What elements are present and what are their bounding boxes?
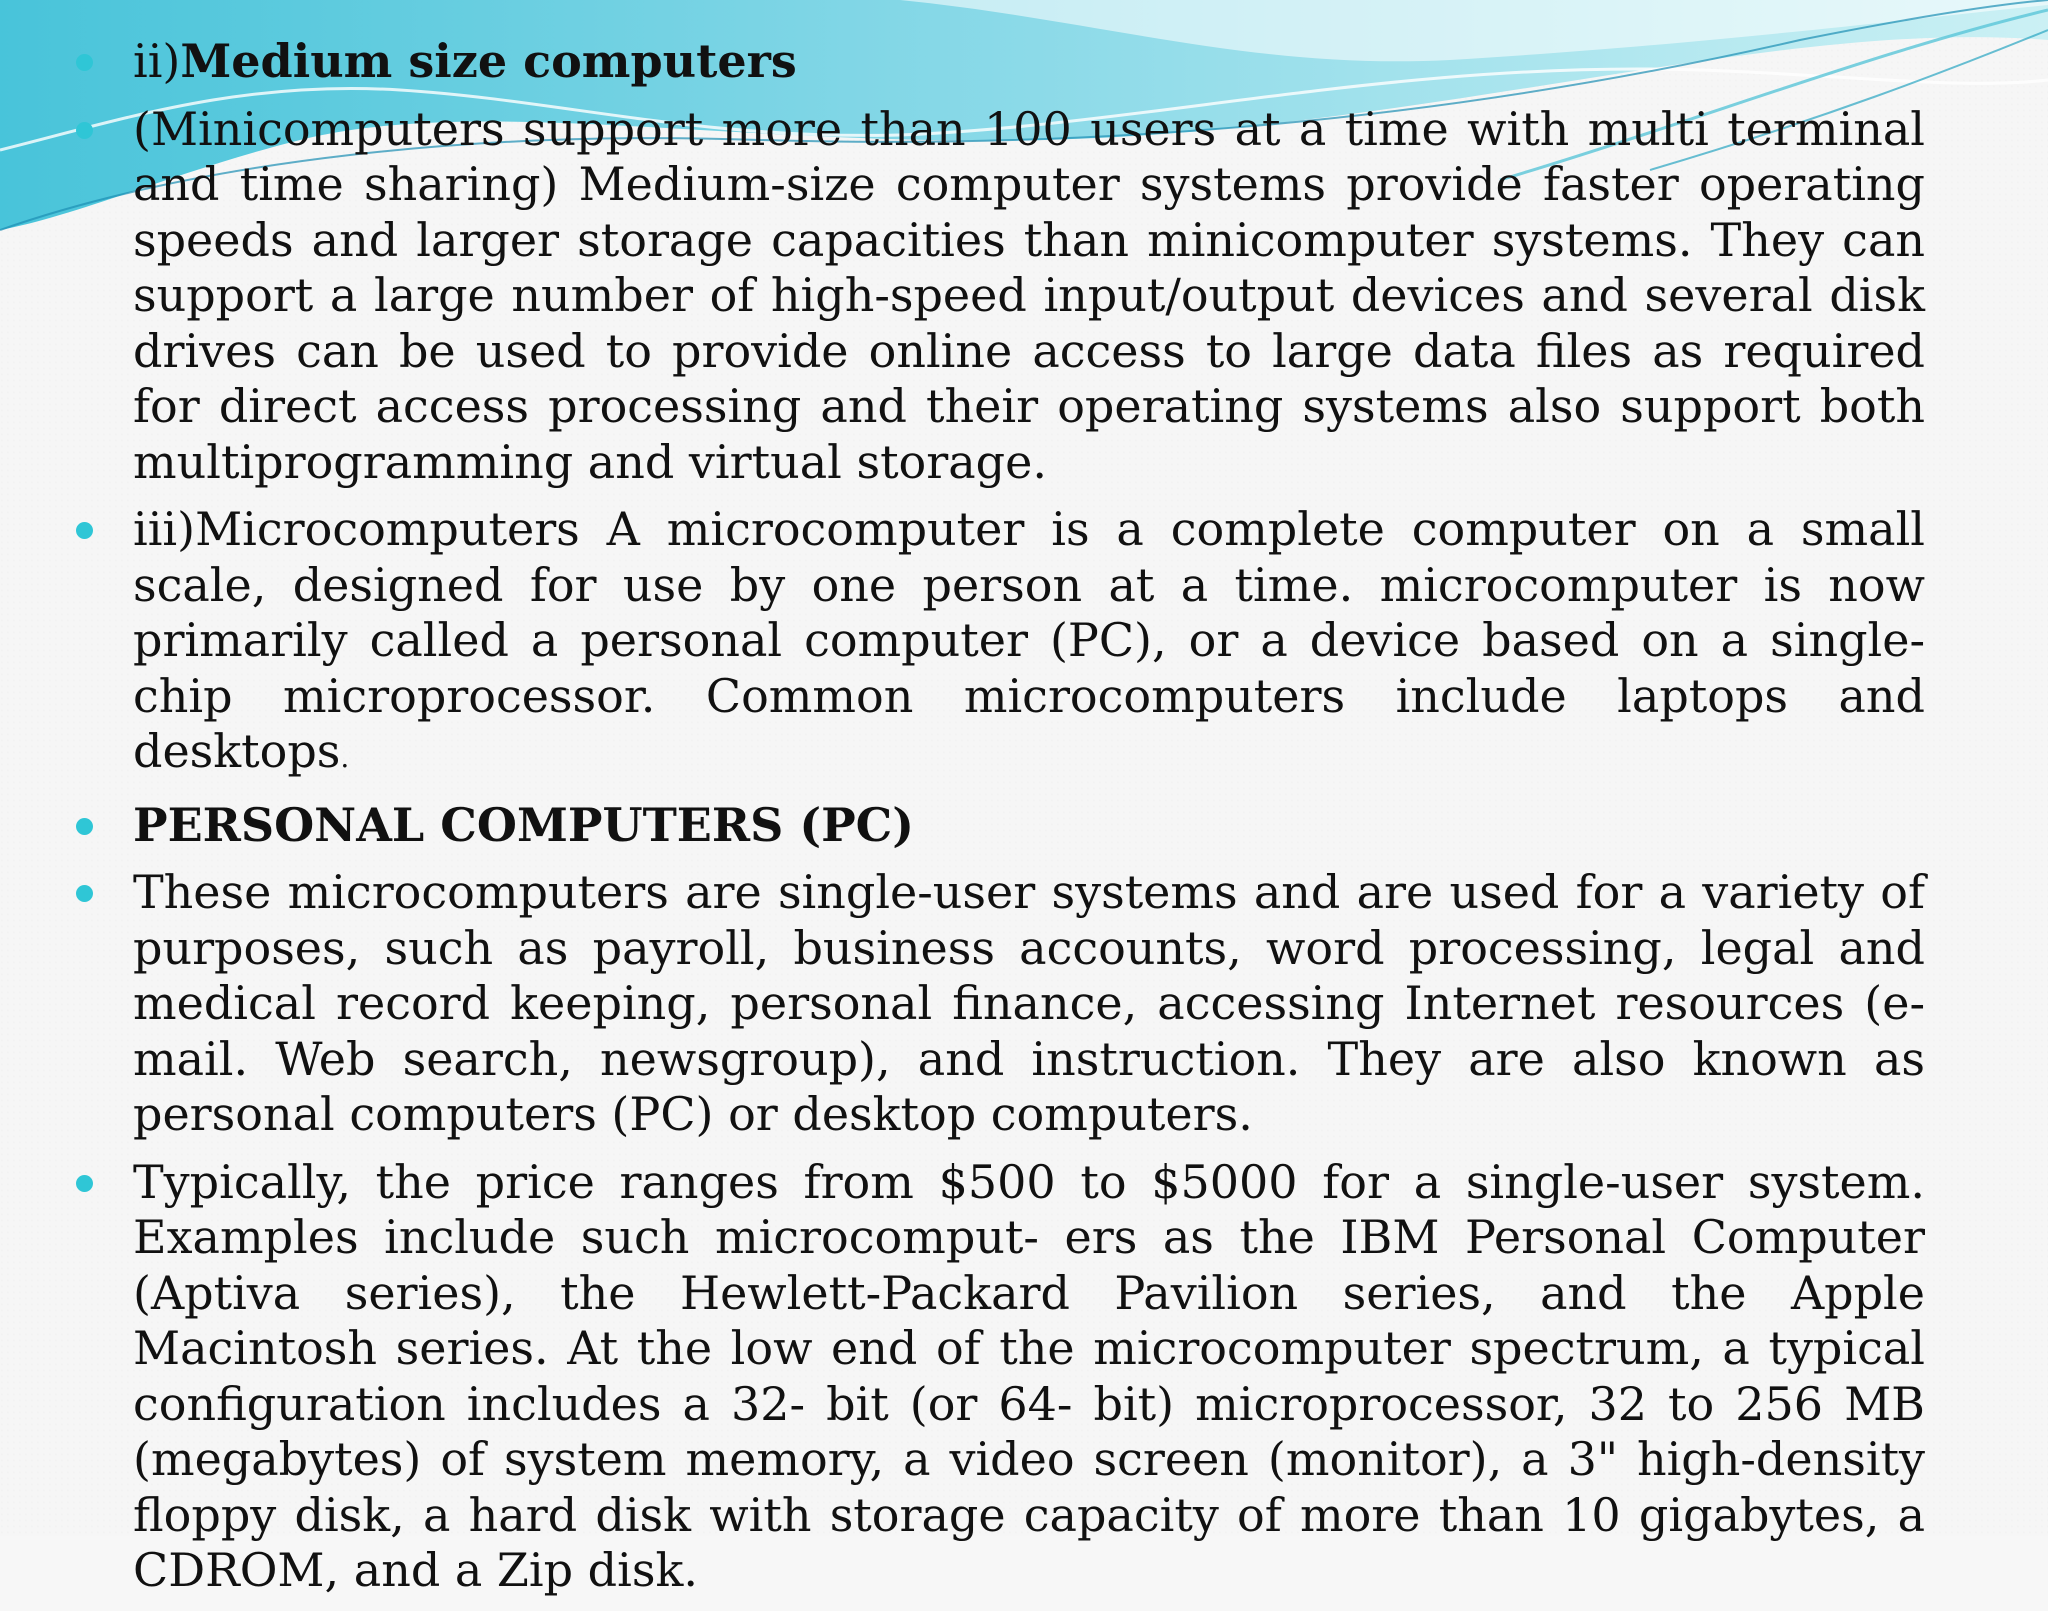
- paragraph-price-range: Typically, the price ranges from $500 to $5000 for a single-user system. Examples include such microcomput- ers as the IBM Personal Computer (Aptiva series), the Hewlett-Packard Pavilion series, and the Apple Macintosh series. At the low end of the microcomputer spectrum, a typical configuration includes a 32- bit (or 64- bit) microprocessor, 32 to 256 MB (megabytes) of system memory, a video screen (monitor), a 3" high-density floppy disk, a hard disk with storage capacity of more than 10 gigabytes, a CDROM, and a Zip disk.: [133, 1154, 1925, 1597]
- bullet-dot-icon: [76, 1175, 93, 1192]
- bullet-dot-icon: [76, 818, 93, 835]
- paragraph-microcomputers: iii)Microcomputers A microcomputer is a complete computer on a small scale, designed for use by one person at a time. microcomputer is now primarily called a personal computer (PC), or a device based on a single-chip microprocessor. Common microcomputers include laptops and desktops: [133, 502, 1925, 778]
- paragraph-end-period: .: [340, 741, 350, 774]
- bullet-item-minicomputers: [70, 102, 1925, 491]
- paragraph-single-user-systems: These microcomputers are single-user systems and are used for a variety of purposes, such as payroll, business accounts, word processing, legal and medical record keeping, personal finance, accessing Internet resources (e-mail. Web search, newsgroup), and instruction. They are also known as personal computers (PC) or desktop computers.: [133, 865, 1925, 1141]
- bullet-prefix: ii): [133, 34, 181, 88]
- bullet-item-price-range: [70, 1155, 1925, 1599]
- bullet-item-single-user: [70, 865, 1925, 1143]
- bullet-dot-icon: [76, 522, 93, 539]
- heading-medium-size-computers: Medium size computers: [180, 34, 797, 88]
- bullet-item-microcomputers: [70, 502, 1925, 786]
- bullet-list: [70, 34, 1925, 1599]
- bullet-dot-icon: [76, 885, 93, 902]
- bullet-item-personal-computers: [70, 798, 1925, 854]
- heading-personal-computers: PERSONAL COMPUTERS (PC): [133, 797, 915, 852]
- slide-content: [70, 34, 1925, 1611]
- paragraph-minicomputers: (Minicomputers support more than 100 users at a time with multi terminal and time sharing) Medium-size computer systems provide faster operating speeds and larger storage capacities than minicomputer systems. They can support a large number of high-speed input/output devices and several disk drives can be used to provide online access to large data files as required for direct access processing and their operating systems also support both multiprogramming and virtual storage.: [133, 101, 1925, 489]
- bullet-dot-icon: [76, 122, 93, 139]
- bullet-dot-icon: [76, 54, 93, 71]
- bullet-item-medium-size: [70, 34, 1925, 90]
